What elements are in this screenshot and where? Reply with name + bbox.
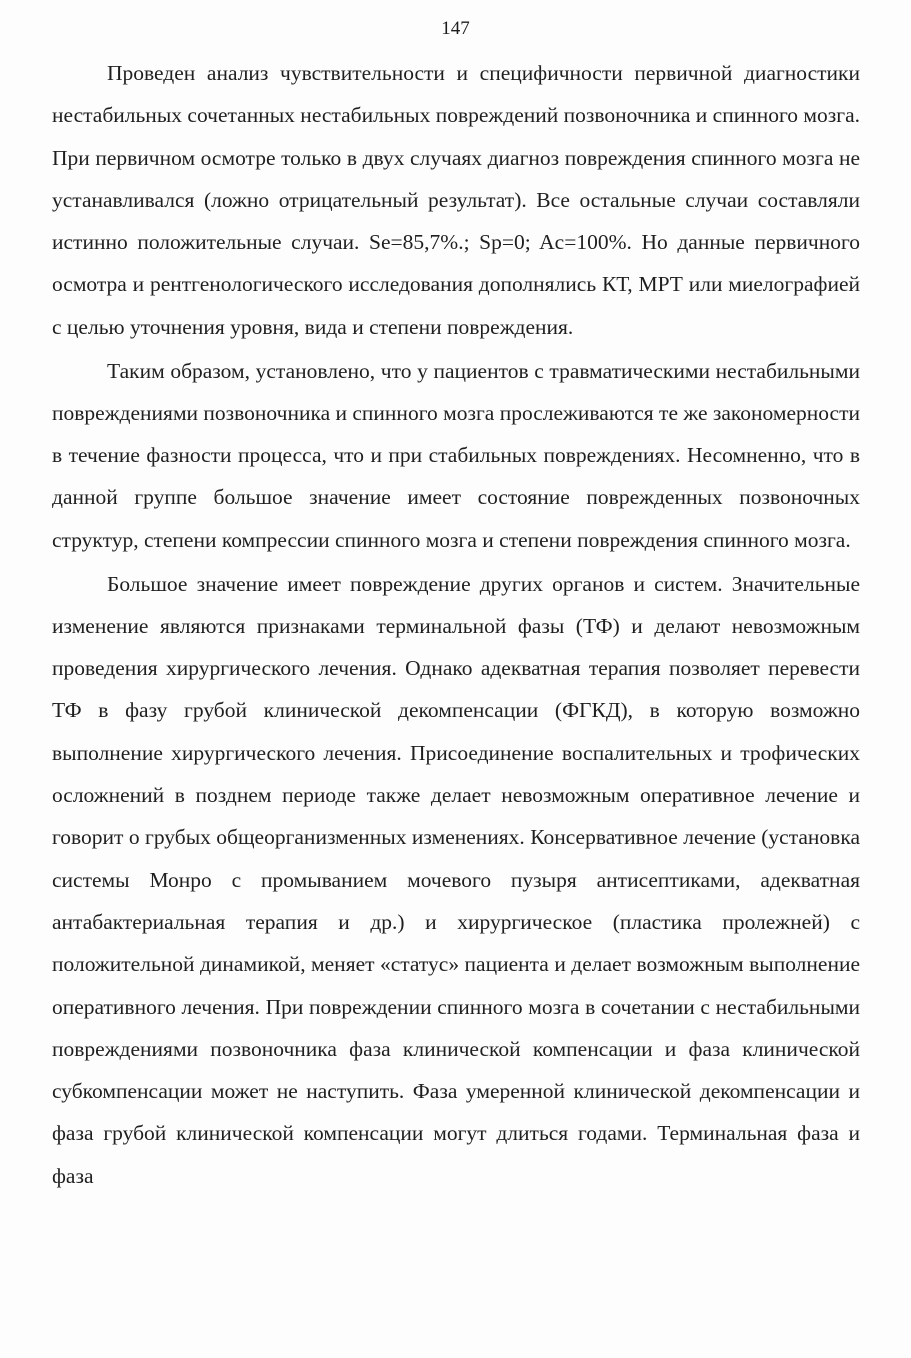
paragraph-1: Проведен анализ чувствительности и специфичности первичной диагностики нестабильных сочетанных нестабильных повреждений позвоночника и спинного мозга. При первичном осмотре только в двух случаях диагноз повреждения спинного мозга не устанавливался (ложно отрицательный результат). Все остальные случаи составляли истинно положительные случаи. Se=85,7%.; Sp=0; Ac=100%. Но данные первичного осмотра и рентгенологического исследования дополнялись КТ, МРТ или миелографией с целью уточнения уровня, вида и степени повреждения.	[52, 61, 860, 339]
paragraph-2: Таким образом, установлено, что у пациентов с травматическими нестабильными повреждениями позвоночника и спинного мозга прослеживаются те же закономерности в течение фазности процесса, что и при стабильных повреждениях. Несомненно, что в данной группе большое значение имеет состояние поврежденных позвоночных структур, степени компрессии спинного мозга и степени повреждения спинного мозга.	[52, 358, 860, 552]
paragraph-3: Большое значение имеет повреждение других органов и систем. Значительные изменение являются признаками терминальной фазы (ТФ) и делают невозможным проведения хирургического лечения. Однако адекватная терапия позволяет перевести ТФ в фазу грубой клинической декомпенсации (ФГКД), в которую возможно выполнение хирургического лечения. Присоединение воспалительных и трофических осложнений в позднем периоде также делает невозможным оперативное лечение и говорит о грубых общеорганизменных изменениях. Консервативное лечение (установка системы Монро с промыванием мочевого пузыря антисептиками, адекватная антабактериальная терапия и др.) и хирургическое (пластика пролежней) с положительной динамикой, меняет «статус» пациента и делает возможным выполнение оперативного лечения. При повреждении спинного мозга в сочетании с нестабильными повреждениями позвоночника фаза клинической компенсации и фаза клинической субкомпенсации может не наступить. Фаза умеренной клинической декомпенсации и фаза грубой клинической компенсации могут длиться годами. Терминальная фаза и фаза	[52, 571, 860, 1188]
page-number: 147	[441, 18, 470, 39]
body-text	[52, 52, 860, 1199]
